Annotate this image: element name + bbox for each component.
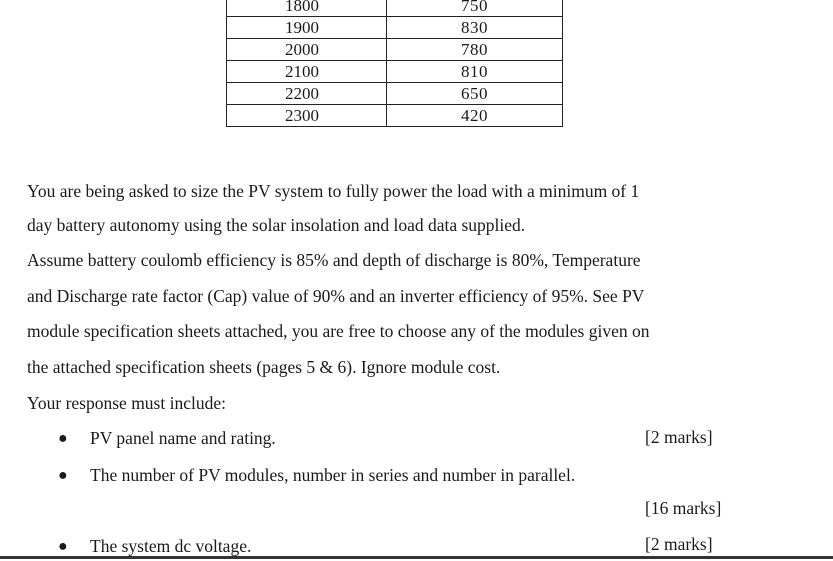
marks-label: [16 marks] [645, 498, 722, 518]
time-cell: 1800 [227, 0, 387, 17]
paragraph-line: day battery autonomy using the solar insolation and load data supplied. [27, 215, 526, 235]
bullet-icon: ● [58, 430, 68, 447]
time-cell: 2100 [227, 61, 387, 83]
paragraph-line: You are being asked to size the PV system to fully power the load with a minimum of 1 [27, 181, 640, 201]
load-cell: 830 [387, 17, 563, 39]
table-row [227, 83, 563, 105]
time-cell: 2200 [227, 83, 387, 105]
list-item-text: The system dc voltage. [90, 536, 252, 556]
table-row [227, 105, 563, 127]
time-cell: 2300 [227, 105, 387, 127]
bullet-icon: ● [58, 538, 68, 555]
paragraph-line: and Discharge rate factor (Cap) value of 90% and an inverter efficiency of 95%. See PV [27, 286, 645, 306]
time-cell: 2000 [227, 39, 387, 61]
table-row [227, 17, 563, 39]
load-cell: 750 [387, 0, 563, 17]
paragraph-line: Assume battery coulomb efficiency is 85% and depth of discharge is 80%, Temperature [27, 250, 641, 270]
paragraph-line: module specification sheets attached, you are free to choose any of the modules given on [27, 321, 650, 341]
table-row [227, 39, 563, 61]
response-heading: Your response must include: [27, 393, 226, 413]
bullet-icon: ● [58, 467, 68, 484]
list-item-text: The number of PV modules, number in series and number in parallel. [90, 465, 576, 485]
list-item-text: PV panel name and rating. [90, 428, 276, 448]
marks-label: [2 marks] [645, 427, 713, 447]
time-cell: 1900 [227, 17, 387, 39]
marks-label: [2 marks] [645, 534, 713, 554]
load-cell: 780 [387, 39, 563, 61]
table-row [227, 0, 563, 17]
paragraph-line: the attached specification sheets (pages 5 & 6). Ignore module cost. [27, 357, 501, 377]
load-cell: 420 [387, 105, 563, 127]
load-cell: 650 [387, 83, 563, 105]
load-cell: 810 [387, 61, 563, 83]
load-data-table [226, 0, 563, 127]
page-bottom-rule [0, 556, 833, 559]
table-row [227, 61, 563, 83]
